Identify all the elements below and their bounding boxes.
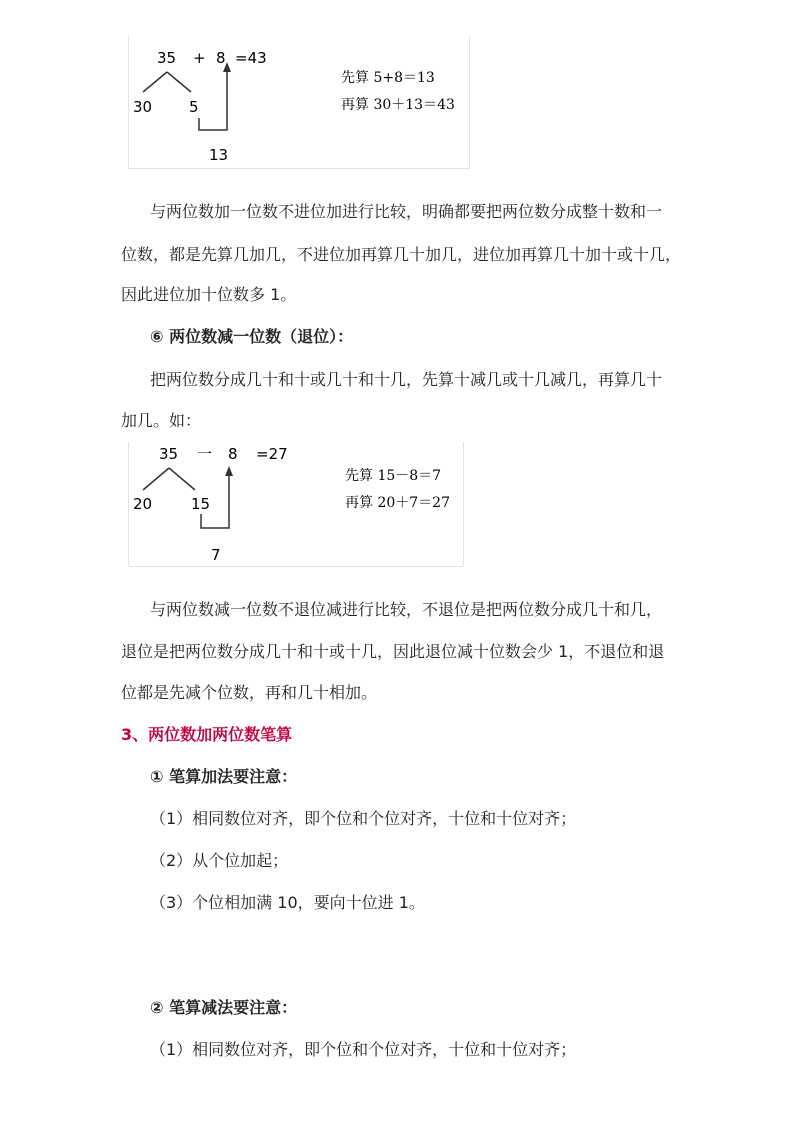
paragraph-compare-add-line3: 因此进位加十位数多 1。	[121, 285, 297, 304]
fig1-top-number: 35	[157, 49, 177, 67]
figure-subtraction-borrow	[128, 442, 464, 567]
fig2-operator: 一	[197, 445, 213, 463]
fig2-arrow-head	[225, 466, 233, 476]
fig2-split-tens: 20	[133, 495, 153, 513]
list-item-add-3: （3）个位相加满 10，要向十位进 1。	[150, 893, 425, 912]
figure-addition-carry	[128, 36, 470, 169]
fig1-branch-left	[143, 72, 167, 92]
fig1-result: =43	[235, 49, 267, 67]
section-heading-written-addition: 3、两位数加两位数笔算	[121, 725, 293, 744]
fig1-note-second: 再算 30＋13＝43	[341, 97, 455, 113]
fig1-split-ones: 5	[189, 98, 199, 116]
fig2-branch-left	[143, 468, 169, 490]
fig1-branch-right	[167, 72, 191, 92]
fig2-split-teen: 15	[191, 495, 211, 513]
paragraph-borrow-line1: 把两位数分成几十和十或几十和十几，先算十减几或十几减几，再算几十	[150, 370, 663, 389]
paragraph-compare-sub-line3: 位都是先减个位数，再和几十相加。	[121, 683, 378, 702]
fig2-note-first: 先算 15－8＝7	[345, 468, 442, 484]
paragraph-compare-add-line1: 与两位数加一位数不进位加进行比较，明确都要把两位数分成整十数和一	[150, 202, 663, 221]
list-item-sub-1: （1）相同数位对齐，即个位和个位对齐，十位和十位对齐；	[150, 1040, 577, 1059]
fig1-arrow-path	[199, 66, 227, 130]
heading-subtract-borrow: ⑥ 两位数减一位数（退位）：	[150, 327, 354, 346]
fig2-diff-result: 7	[211, 546, 221, 564]
fig1-addend: 8	[216, 49, 226, 67]
fig2-subtrahend: 8	[228, 445, 238, 463]
fig2-result: =27	[256, 445, 288, 463]
fig1-sum-result: 13	[209, 146, 229, 164]
fig2-note-second: 再算 20＋7＝27	[345, 495, 450, 511]
fig1-operator: +	[193, 49, 206, 67]
fig1-note-first: 先算 5+8＝13	[341, 70, 435, 86]
heading-subtraction-notes: ② 笔算减法要注意：	[150, 998, 298, 1017]
list-item-add-2: （2）从个位加起；	[150, 851, 289, 870]
list-item-add-1: （1）相同数位对齐，即个位和个位对齐，十位和十位对齐；	[150, 809, 577, 828]
paragraph-borrow-line2: 加几。如：	[121, 411, 202, 430]
fig1-split-tens: 30	[133, 98, 153, 116]
paragraph-compare-sub-line2: 退位是把两位数分成几十和十或十几，因此退位减十位数会少 1，不退位和退	[121, 642, 665, 661]
figure-addition-diagram	[129, 36, 469, 168]
figure-subtraction-diagram	[129, 442, 463, 566]
paragraph-compare-add-line2: 位数，都是先算几加几，不进位加再算几十加几，进位加再算几十加十或十几，	[121, 245, 682, 264]
fig2-branch-right	[169, 468, 195, 490]
fig2-top-number: 35	[159, 445, 179, 463]
paragraph-compare-sub-line1: 与两位数减一位数不退位减进行比较，不退位是把两位数分成几十和几，	[150, 600, 663, 619]
heading-addition-notes: ① 笔算加法要注意：	[150, 767, 298, 786]
